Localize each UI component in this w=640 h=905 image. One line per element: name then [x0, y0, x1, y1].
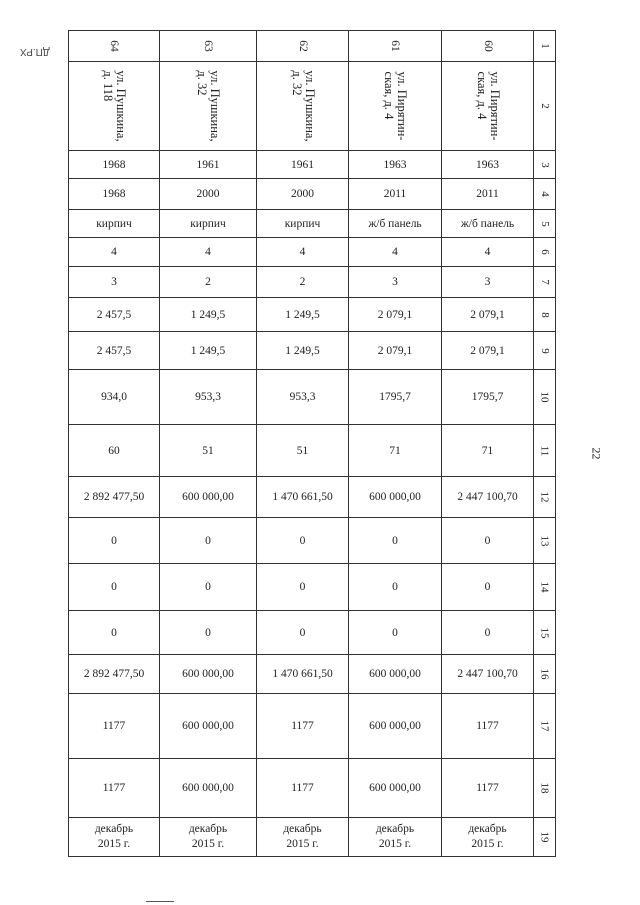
data-cell: 4	[160, 238, 257, 267]
data-cell: кирпич	[257, 210, 349, 238]
column-number-cell: 60	[442, 31, 534, 62]
data-cell: 600 000,00	[349, 694, 442, 759]
date-cell: декабрь 2015 г.	[349, 818, 442, 857]
data-cell: 51	[257, 425, 349, 477]
data-cell: 1795,7	[442, 370, 534, 425]
address-cell: ул. Пирятин- ская, д. 4	[442, 62, 534, 151]
data-cell: 2000	[257, 179, 349, 210]
table-row	[69, 31, 556, 62]
row-number-cell: 18	[534, 759, 556, 818]
row-number-cell: 13	[534, 518, 556, 564]
row-number-cell: 1	[534, 31, 556, 62]
date-cell: декабрь 2015 г.	[69, 818, 160, 857]
data-cell: 0	[442, 611, 534, 655]
data-cell: 2 447 100,70	[442, 655, 534, 694]
table-row	[69, 298, 556, 332]
row-number-cell: 3	[534, 151, 556, 179]
data-cell: 0	[349, 611, 442, 655]
data-cell: 1177	[69, 694, 160, 759]
data-cell: 2000	[160, 179, 257, 210]
row-number-cell: 12	[534, 477, 556, 518]
row-number-cell: 6	[534, 238, 556, 267]
data-cell: 0	[160, 564, 257, 611]
data-cell: 1 249,5	[160, 298, 257, 332]
data-cell: 0	[349, 518, 442, 564]
data-cell: 3	[442, 267, 534, 298]
data-cell: 1 249,5	[160, 332, 257, 370]
row-number-cell: 10	[534, 370, 556, 425]
date-cell: декабрь 2015 г.	[257, 818, 349, 857]
data-cell: 1795,7	[349, 370, 442, 425]
row-number-cell: 17	[534, 694, 556, 759]
data-cell: 1963	[442, 151, 534, 179]
data-cell: 1968	[69, 179, 160, 210]
data-cell: 953,3	[257, 370, 349, 425]
data-cell: 600 000,00	[349, 655, 442, 694]
table-row	[69, 655, 556, 694]
data-cell: 2011	[349, 179, 442, 210]
data-cell: 4	[257, 238, 349, 267]
row-number-cell: 9	[534, 332, 556, 370]
table-row	[69, 611, 556, 655]
data-cell: 2 457,5	[69, 298, 160, 332]
row-number-cell: 19	[534, 818, 556, 857]
table-row	[69, 370, 556, 425]
data-cell: кирпич	[69, 210, 160, 238]
data-cell: 2 079,1	[442, 298, 534, 332]
row-number-cell: 14	[534, 564, 556, 611]
data-cell: ж/б панель	[442, 210, 534, 238]
data-cell: 2 079,1	[442, 332, 534, 370]
data-cell: 600 000,00	[160, 655, 257, 694]
side-mark: ДП.РХ	[20, 46, 50, 57]
table-row	[69, 332, 556, 370]
table-row	[69, 62, 556, 151]
data-cell: кирпич	[160, 210, 257, 238]
column-number-cell: 62	[257, 31, 349, 62]
data-cell: 0	[69, 564, 160, 611]
column-number-cell: 64	[69, 31, 160, 62]
page-number: 22	[589, 447, 604, 460]
column-number-cell: 63	[160, 31, 257, 62]
data-cell: 0	[160, 518, 257, 564]
table-row	[69, 238, 556, 267]
row-number-cell: 8	[534, 298, 556, 332]
row-number-cell: 15	[534, 611, 556, 655]
row-number-cell: 5	[534, 210, 556, 238]
data-cell: 0	[160, 611, 257, 655]
table-row	[69, 759, 556, 818]
data-cell: 953,3	[160, 370, 257, 425]
row-number-cell: 4	[534, 179, 556, 210]
data-cell: 2 457,5	[69, 332, 160, 370]
data-cell: 600 000,00	[349, 477, 442, 518]
data-cell: 0	[257, 611, 349, 655]
data-cell: 1177	[442, 759, 534, 818]
data-cell: 0	[442, 564, 534, 611]
data-cell: 2 079,1	[349, 332, 442, 370]
table-row	[69, 179, 556, 210]
data-cell: 3	[349, 267, 442, 298]
table-row	[69, 151, 556, 179]
data-cell: 2	[257, 267, 349, 298]
data-cell: 4	[442, 238, 534, 267]
data-cell: 600 000,00	[160, 477, 257, 518]
data-cell: 600 000,00	[349, 759, 442, 818]
data-cell: 1961	[160, 151, 257, 179]
column-number-cell: 61	[349, 31, 442, 62]
data-cell: 0	[69, 518, 160, 564]
data-cell: 51	[160, 425, 257, 477]
table-row	[69, 818, 556, 857]
address-cell: ул. Пушкина, д. 118	[69, 62, 160, 151]
data-cell: 1 470 661,50	[257, 655, 349, 694]
data-cell: 3	[69, 267, 160, 298]
data-cell: 1177	[257, 694, 349, 759]
table-row	[69, 267, 556, 298]
data-cell: 1961	[257, 151, 349, 179]
data-cell: 0	[442, 518, 534, 564]
data-cell: 1968	[69, 151, 160, 179]
data-cell: 0	[257, 518, 349, 564]
row-number-cell: 16	[534, 655, 556, 694]
address-cell: ул. Пирятин- ская, д. 4	[349, 62, 442, 151]
data-cell: 2 079,1	[349, 298, 442, 332]
data-cell: 71	[349, 425, 442, 477]
data-cell: 600 000,00	[160, 759, 257, 818]
data-cell: 2	[160, 267, 257, 298]
table-row	[69, 210, 556, 238]
data-cell: 2 892 477,50	[69, 477, 160, 518]
row-number-cell: 7	[534, 267, 556, 298]
date-cell: декабрь 2015 г.	[442, 818, 534, 857]
data-cell: 71	[442, 425, 534, 477]
table-row	[69, 425, 556, 477]
data-cell: 4	[69, 238, 160, 267]
data-cell: 934,0	[69, 370, 160, 425]
data-cell: 1 249,5	[257, 298, 349, 332]
data-cell: 4	[349, 238, 442, 267]
address-cell: ул. Пушкина, д. 32	[160, 62, 257, 151]
table-row	[69, 564, 556, 611]
data-cell: ж/б панель	[349, 210, 442, 238]
table-row	[69, 694, 556, 759]
data-cell: 1177	[69, 759, 160, 818]
data-cell: 1963	[349, 151, 442, 179]
bottom-divider	[146, 901, 174, 902]
housing-table	[68, 30, 556, 857]
data-cell: 1177	[442, 694, 534, 759]
address-cell: ул. Пушкина, д. 32	[257, 62, 349, 151]
date-cell: декабрь 2015 г.	[160, 818, 257, 857]
data-cell: 2 447 100,70	[442, 477, 534, 518]
data-cell: 1177	[257, 759, 349, 818]
data-cell: 1 249,5	[257, 332, 349, 370]
data-cell: 60	[69, 425, 160, 477]
data-cell: 600 000,00	[160, 694, 257, 759]
row-number-cell: 2	[534, 62, 556, 151]
row-number-cell: 11	[534, 425, 556, 477]
table-row	[69, 518, 556, 564]
data-cell: 0	[257, 564, 349, 611]
data-cell: 0	[69, 611, 160, 655]
data-cell: 2011	[442, 179, 534, 210]
data-cell: 2 892 477,50	[69, 655, 160, 694]
data-cell: 1 470 661,50	[257, 477, 349, 518]
table-row	[69, 477, 556, 518]
data-cell: 0	[349, 564, 442, 611]
